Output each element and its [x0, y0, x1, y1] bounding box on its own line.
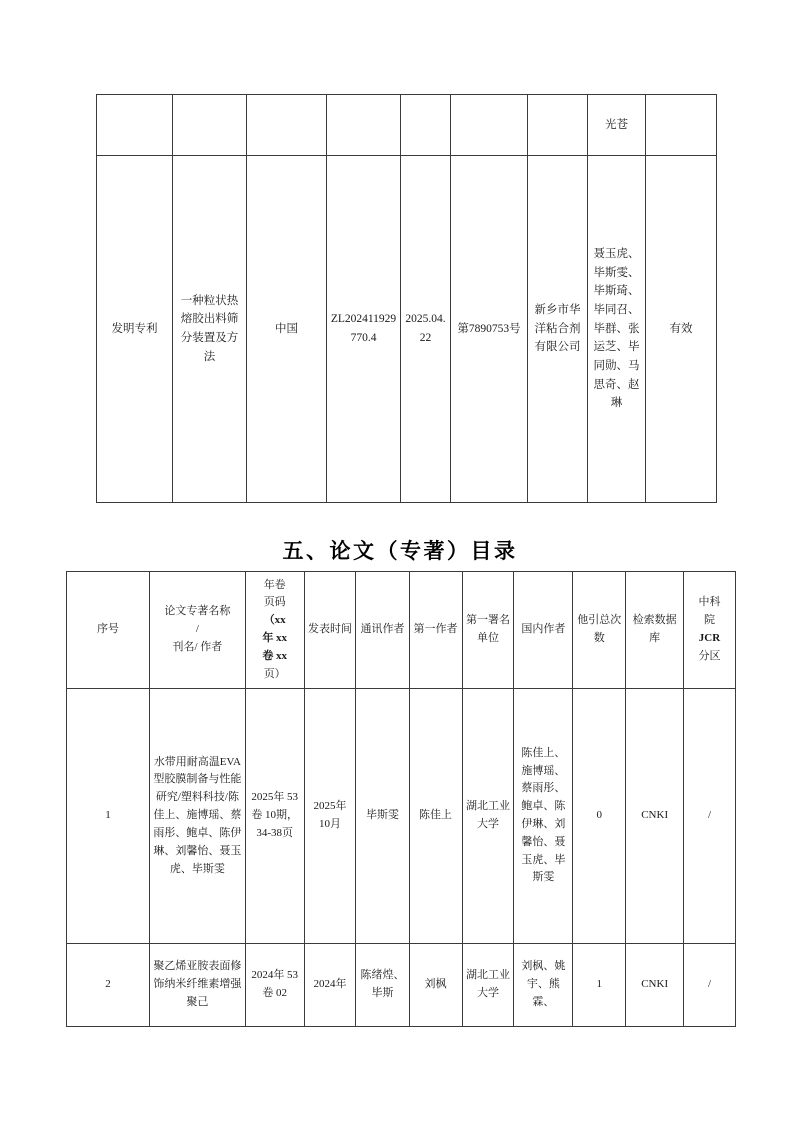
cell-paper-first-unit: 湖北工业大学 — [462, 944, 514, 1027]
header-first-unit: 第一署名单位 — [462, 572, 514, 689]
header-title-line2: / — [195, 623, 199, 636]
table-row — [67, 944, 736, 1027]
cell-paper-first-author: 刘枫 — [409, 944, 462, 1027]
table-row — [97, 156, 717, 503]
header-volume-line6: 页） — [263, 667, 286, 680]
header-volume-pages — [245, 572, 304, 689]
table-row — [97, 95, 717, 156]
header-volume-line3: （xx — [263, 614, 286, 627]
header-title — [150, 572, 246, 689]
table-row — [67, 689, 736, 944]
cell-patent-title: 一种粒状热熔胶出料筛分装置及方法 — [173, 156, 247, 503]
cell-paper-volume: 2024年 53卷 02 — [245, 944, 304, 1027]
header-database: 检索数据库 — [626, 572, 684, 689]
cell-patent-type: 发明专利 — [97, 156, 173, 503]
cell-paper-database: CNKI — [626, 944, 684, 1027]
header-volume-line4: 年 xx — [262, 632, 288, 644]
cell-paper-citations: 0 — [573, 689, 626, 944]
header-domestic-authors: 国内作者 — [514, 572, 573, 689]
cell-patent-certno: 第7890753号 — [451, 156, 528, 503]
cell-paper-index: 1 — [67, 689, 150, 944]
cell-paper-database: CNKI — [626, 689, 684, 944]
cell-paper-volume: 2025年 53卷 10期，34-38页 — [245, 689, 304, 944]
cell-patent-inventors: 聂玉虎、毕斯雯、毕斯琦、毕同召、毕群、张运芝、毕同勋、马思奇、赵琳 — [588, 156, 646, 503]
cell-paper-pubdate: 2025年 10月 — [304, 689, 356, 944]
header-first-author: 第一作者 — [409, 572, 462, 689]
cell-paper-domestic-authors: 刘枫、姚宇、熊霖、 — [514, 944, 573, 1027]
cell-paper-title: 聚乙烯亚胺表面修饰纳米纤维素增强聚己 — [150, 944, 246, 1027]
header-publish-date: 发表时间 — [304, 572, 356, 689]
cell-patent-number: ZL202411929770.4 — [327, 156, 401, 503]
header-citations: 他引总次数 — [573, 572, 626, 689]
header-jcr-line3: JCR — [698, 632, 721, 644]
cell-date-empty — [401, 95, 451, 156]
cell-certno-empty — [451, 95, 528, 156]
header-title-line1: 论文专著名称 — [164, 605, 231, 618]
cell-patent-owner: 新乡市华洋粘合剂有限公司 — [528, 156, 588, 503]
header-jcr-line2: 院 — [704, 614, 715, 627]
cell-owner-empty — [528, 95, 588, 156]
cell-status-empty — [646, 95, 717, 156]
cell-title-empty — [173, 95, 247, 156]
cell-patent-date: 2025.04.22 — [401, 156, 451, 503]
header-volume-line2: 页码 — [263, 596, 286, 609]
header-jcr-line4: 分区 — [698, 649, 721, 662]
cell-paper-jcr: / — [684, 944, 736, 1027]
cell-paper-corresponding-author: 陈绪煌、毕斯 — [356, 944, 409, 1027]
cell-inventors-continued: 光苍 — [588, 95, 646, 156]
patent-table-container — [96, 94, 716, 503]
cell-paper-corresponding-author: 毕斯雯 — [356, 689, 409, 944]
cell-paper-citations: 1 — [573, 944, 626, 1027]
header-corresponding-author: 通讯作者 — [356, 572, 409, 689]
cell-number-empty — [327, 95, 401, 156]
cell-paper-pubdate: 2024年 — [304, 944, 356, 1027]
header-index: 序号 — [67, 572, 150, 689]
patent-list-table — [96, 94, 717, 503]
cell-paper-jcr: / — [684, 689, 736, 944]
header-title-line3: 刊名/ 作者 — [172, 640, 223, 653]
cell-patent-status: 有效 — [646, 156, 717, 503]
cell-paper-index: 2 — [67, 944, 150, 1027]
paper-list-table — [66, 571, 736, 1027]
cell-paper-domestic-authors: 陈佳上、施博瑶、蔡雨彤、鲍卓、陈伊琳、刘馨怡、聂玉虎、毕斯雯 — [514, 689, 573, 944]
cell-type-empty — [97, 95, 173, 156]
table-header-row — [67, 572, 736, 689]
cell-paper-first-author: 陈佳上 — [409, 689, 462, 944]
header-jcr-zone — [684, 572, 736, 689]
cell-paper-title: 水带用耐高温EVA 型胶膜制备与性能研究/塑料科技/陈佳上、施博瑶、蔡雨彤、鲍卓、陈伊琳、刘馨怡、聂玉虎、毕斯雯 — [150, 689, 246, 944]
cell-country-empty — [247, 95, 327, 156]
header-jcr-line1: 中科 — [698, 596, 721, 609]
header-volume-line5: 卷 xx — [262, 649, 288, 662]
cell-patent-country: 中国 — [247, 156, 327, 503]
cell-paper-first-unit: 湖北工业大学 — [462, 689, 514, 944]
header-volume-line1: 年卷 — [263, 578, 286, 591]
section-heading-papers: 五、论文（专著）目录 — [282, 539, 518, 563]
paper-table-container — [66, 571, 736, 1027]
